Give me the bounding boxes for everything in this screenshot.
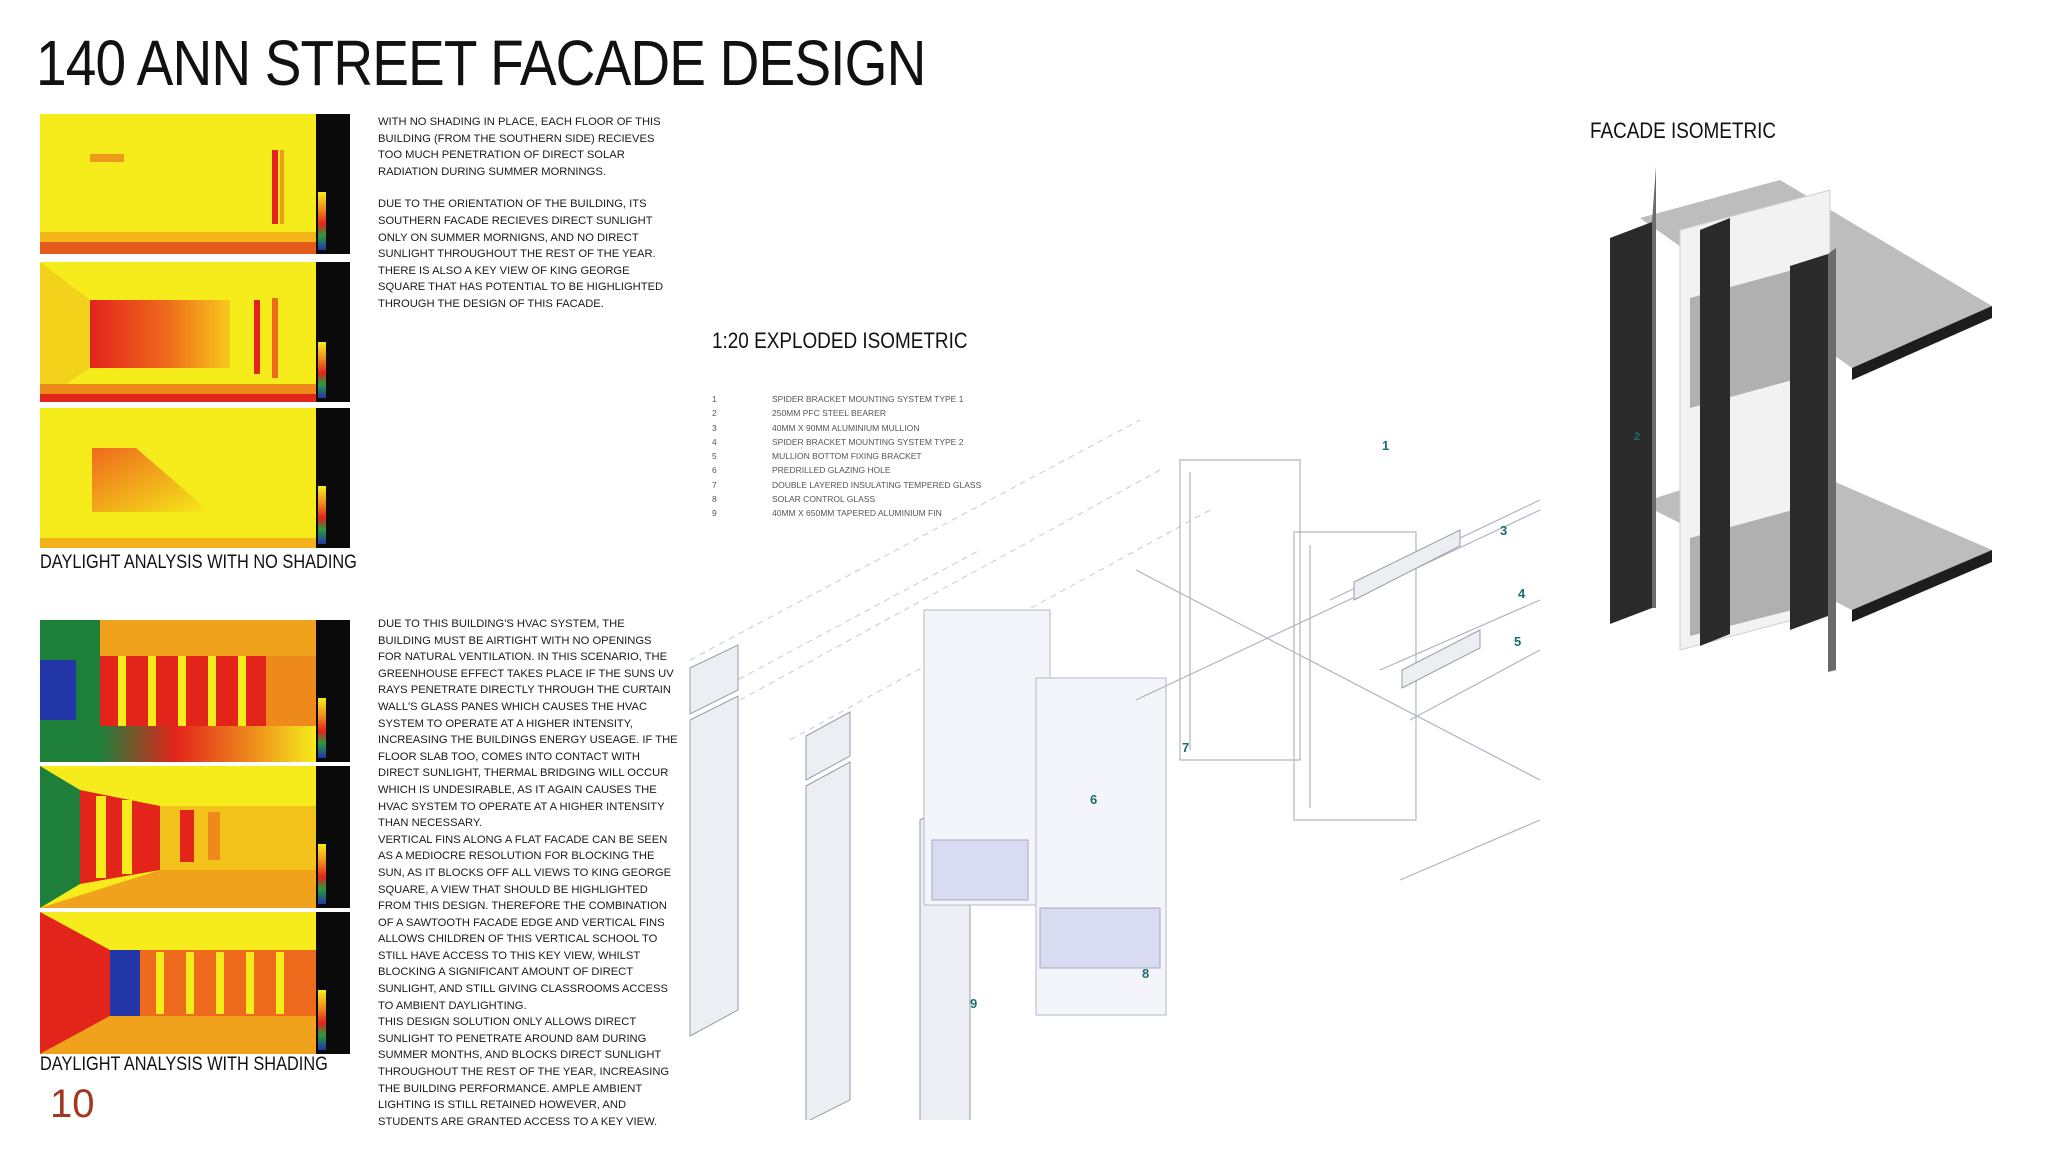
- facade-isometric-drawing: [1600, 158, 2000, 678]
- callout-7: 7: [1182, 740, 1190, 755]
- callout-1: 1: [1382, 438, 1390, 453]
- legend-label: SPIDER BRACKET MOUNTING SYSTEM TYPE 1: [772, 394, 964, 404]
- heatmap-panel-no-shading-1: [40, 114, 350, 254]
- facade-iso-heading: FACADE ISOMETRIC: [1590, 118, 1777, 143]
- legend-number: 3: [712, 422, 717, 433]
- paragraph: VERTICAL FINS ALONG A FLAT FACADE CAN BE SEEN AS A MEDIOCRE RESOLUTION FOR BLOCKING THE SUN, AS IT BLOCKS OFF ALL VIEWS TO KING GEORGE SQUARE, A VIEW THAT SHOULD BE HIGHLIGHTED FROM THIS DESIGN. THEREFORE THE COMBINATION OF A SAWTOOTH FACADE EDGE AND VERTICAL FINS ALLOWS CHILDREN OF THIS VERTICAL SCHOOL TO STILL HAVE ACCESS TO THIS KEY VIEW, WHILST BLOCKING A SIGNIFICANT AMOUNT OF DIRECT SUNLIGHT, AND STILL GIVING CLASSROOMS ACCESS TO AMBIENT DAYLIGHTING.: [378, 833, 672, 1012]
- with-shading-text: [378, 616, 678, 1130]
- legend-number: 4: [712, 436, 717, 447]
- legend-number: 6: [712, 465, 717, 476]
- callout-8: 8: [1142, 966, 1150, 981]
- legend-number: 1: [712, 394, 717, 404]
- legend-number: 5: [712, 451, 717, 462]
- callout-5: 5: [1514, 634, 1522, 649]
- heatmap-panel-shading-3: [40, 912, 350, 1054]
- legend-number: 7: [712, 479, 717, 490]
- paragraph: WITH NO SHADING IN PLACE, EACH FLOOR OF THIS BUILDING (FROM THE SOUTHERN SIDE) RECIEVES TOO MUCH PENETRATION OF DIRECT SOLAR RADIATION DURING SUMMER MORNINGS.: [378, 116, 661, 178]
- paragraph: THIS DESIGN SOLUTION ONLY ALLOWS DIRECT SUNLIGHT TO PENETRATE AROUND 8AM DURING SUMMER MONTHS, AND BLOCKS DIRECT SUNLIGHT THROUGHOUT THE REST OF THE YEAR, INCREASING THE BUILDING PERFORMANCE. AMPLE AMBIENT LIGHTING IS STILL RETAINED HOWEVER, AND STUDENTS ARE GRANTED ACCESS TO A KEY VIEW.: [378, 1016, 670, 1128]
- no-shading-text: [378, 114, 678, 313]
- heatmap-panel-shading-1: [40, 620, 350, 762]
- callout-2: 2: [1634, 431, 1641, 443]
- legend-label: SOLAR CONTROL GLASS: [772, 494, 876, 505]
- callout-9: 9: [970, 996, 978, 1011]
- with-shading-caption: DAYLIGHT ANALYSIS WITH SHADING: [40, 1054, 328, 1075]
- legend-label: SPIDER BRACKET MOUNTING SYSTEM TYPE 2: [772, 436, 964, 447]
- legend-label: 40MM X 650MM TAPERED ALUMINIUM FIN: [772, 508, 942, 519]
- callout-4: 4: [1518, 586, 1526, 601]
- callout-6: 6: [1090, 792, 1098, 807]
- heatmap-panel-no-shading-2: [40, 262, 350, 402]
- paragraph: DUE TO THIS BUILDING'S HVAC SYSTEM, THE BUILDING MUST BE AIRTIGHT WITH NO OPENINGS FOR NATURAL VENTILATION. IN THIS SCENARIO, THE GREENHOUSE EFFECT TAKES PLACE IF THE SUNS UV RAYS PENETRATE DIRECTLY THROUGH THE CURTAIN WALL'S GLASS PANES WHICH CAUSES THE HVAC SYSTEM TO OPERATE AT A HIGHER INTENSITY, INCREASING THE BUILDINGS ENERGY USEAGE. IF THE FLOOR SLAB TOO, COMES INTO CONTACT WITH DIRECT SUNLIGHT, THERMAL BRIDGING WILL OCCUR WHICH IS UNDESIRABLE, AS IT AGAIN CAUSES THE HVAC SYSTEM TO OPERATE AT A HIGHER INTENSITY THAN NECESSARY.: [378, 618, 678, 830]
- no-shading-caption: DAYLIGHT ANALYSIS WITH NO SHADING: [40, 552, 357, 573]
- legend-number: 9: [712, 508, 717, 519]
- paragraph: DUE TO THE ORIENTATION OF THE BUILDING, ITS SOUTHERN FACADE RECIEVES DIRECT SUNLIGHT ONLY ON SUMMER MORNIGNS, AND NO DIRECT SUNLIGHT THROUGHOUT THE REST OF THE YEAR. THERE IS ALSO A KEY VIEW OF KING GEORGE SQUARE THAT HAS POTENTIAL TO BE HIGHLIGHTED THROUGH THE DESIGN OF THIS FACADE.: [378, 198, 664, 310]
- heatmap-panel-no-shading-3: [40, 408, 350, 548]
- exploded-isometric-drawing: [680, 400, 1560, 1120]
- legend-number: 8: [712, 494, 717, 505]
- legend-label: 40MM X 90MM ALUMINIUM MULLION: [772, 422, 920, 433]
- callout-3: 3: [1500, 523, 1508, 538]
- page-number: 10: [50, 1082, 95, 1126]
- page-title: 140 ANN STREET FACADE DESIGN: [36, 27, 926, 99]
- legend-label: MULLION BOTTOM FIXING BRACKET: [772, 451, 922, 462]
- legend-number: 2: [712, 408, 717, 419]
- exploded-heading: 1:20 EXPLODED ISOMETRIC: [712, 328, 968, 353]
- legend-label: DOUBLE LAYERED INSULATING TEMPERED GLASS: [772, 479, 982, 490]
- heatmap-panel-shading-2: [40, 766, 350, 908]
- legend-label: 250MM PFC STEEL BEARER: [772, 408, 886, 419]
- legend-label: PREDRILLED GLAZING HOLE: [772, 465, 891, 476]
